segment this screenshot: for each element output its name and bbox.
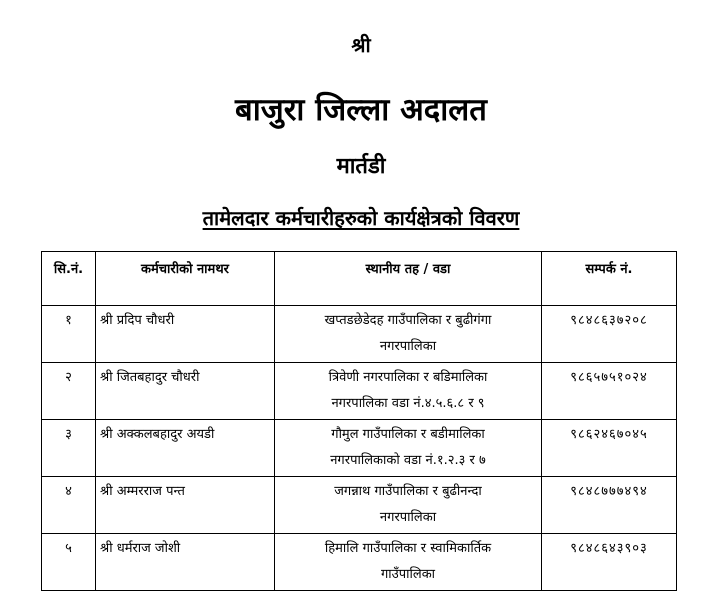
table-header-row [42,252,677,306]
row-area-line1: गौमुल गाउँपालिका र बडीमालिका [331,427,485,442]
table-row [42,420,677,477]
row-area [275,477,542,534]
row-area-line1: त्रिवेणी नगरपालिका र बडिमालिका [328,370,488,385]
subject-heading: तामेलदार कर्मचारीहरुको कार्यक्षेत्रको विवरण [202,206,520,230]
row-employee-name: श्री अम्मरराज पन्त [96,477,275,534]
row-contact-number: ९८४८६४३९०३ [542,534,677,591]
row-area-line1: खप्तडछेडेदह गाउँपालिका र बुढीगंगा [324,313,492,328]
row-serial: ३ [42,420,96,477]
row-employee-name: श्री प्रदिप चौधरी [96,306,275,363]
row-area-line2: नगरपालिका वडा नं.४.५.६.८ र ९ [331,396,485,411]
row-area-line2: नगरपालिकाको वडा नं.१.२.३ र ७ [330,453,486,468]
row-employee-name: श्री अक्कलबहादुर अयडी [96,420,275,477]
row-serial: ४ [42,477,96,534]
header-serial: सि.नं. [42,252,96,306]
row-contact-number: ९८६२४६७०४५ [542,420,677,477]
location-heading: मार्तडी [336,154,386,179]
row-serial: १ [42,306,96,363]
row-employee-name: श्री जितबहादुर चौधरी [96,363,275,420]
row-employee-name: श्री धर्मराज जोशी [96,534,275,591]
row-serial: ५ [42,534,96,591]
row-contact-number: ९८४८७७७४९४ [542,477,677,534]
salutation-heading: श्री [351,33,371,57]
header-contact: सम्पर्क नं. [542,252,677,306]
court-name-title: बाजुरा जिल्ला अदालत [235,92,487,128]
row-area [275,420,542,477]
row-area [275,363,542,420]
row-contact-number: ९८६५७५१०२४ [542,363,677,420]
row-area [275,306,542,363]
table-row [42,534,677,591]
row-area-line1: हिमालि गाउँपालिका र स्वामिकार्तिक [324,541,492,556]
table-row [42,477,677,534]
table-row [42,363,677,420]
row-contact-number: ९८४८६३७२०८ [542,306,677,363]
row-serial: २ [42,363,96,420]
row-area-line2: गाउँपालिका [380,567,436,582]
row-area-line1: जगन्नाथ गाउँपालिका र बुढीनन्दा [334,484,482,499]
row-area-line2: नगरपालिका [379,339,437,354]
header-name: कर्मचारीको नामथर [96,252,275,306]
table-row [42,306,677,363]
staff-area-table [41,251,677,591]
row-area [275,534,542,591]
row-area-line2: नगरपालिका [379,510,437,525]
header-area: स्थानीय तह / वडा [275,252,542,306]
